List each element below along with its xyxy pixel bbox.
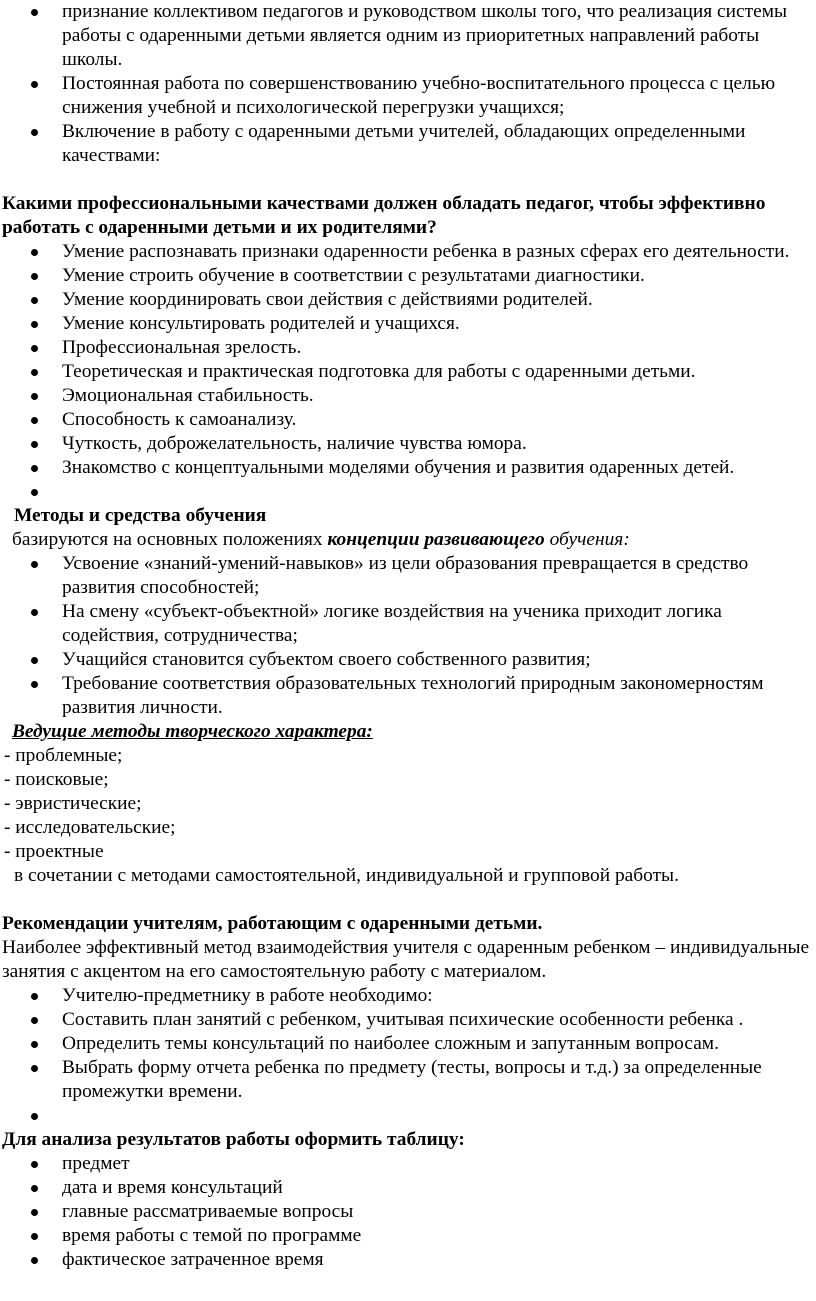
list-item: предмет (0, 1152, 816, 1176)
list-item: Выбрать форму отчета ребенка по предмету (тесты, вопросы и т.д.) за определенные промежутки времени. (0, 1056, 816, 1104)
bullet-icon (31, 393, 38, 400)
bullet-icon (31, 129, 38, 136)
list-item: Эмоциональная стабильность. (0, 384, 816, 408)
spacer (0, 168, 816, 192)
bullet-icon (31, 1209, 38, 1216)
list-item: - исследовательские; (4, 817, 176, 838)
bullet-icon (31, 993, 38, 1000)
bullet-icon (31, 609, 38, 616)
list-item: Включение в работу с одаренными детьми учителей, обладающих определенными качествами: (0, 120, 816, 168)
bullet-icon (31, 9, 38, 16)
list-item: Умение строить обучение в соответствии с результатами диагностики. (0, 264, 816, 288)
list-item: - эвристические; (4, 793, 142, 814)
list-item: Составить план занятий с ребенком, учитывая психические особенности ребенка . (0, 1008, 816, 1032)
list-item: Способность к самоанализу. (0, 408, 816, 432)
list-item: Умение распознавать признаки одаренности ребенка в разных сферах его деятельности. (0, 240, 816, 264)
bullet-icon (31, 249, 38, 256)
bullet-icon (31, 1233, 38, 1240)
methods-basis: базируются на основных положениях концепции развивающего обучения: (12, 529, 630, 550)
list-recommendations (0, 984, 816, 1128)
list-item: Требование соответствия образовательных технологий природным закономерностям развития личности. (0, 672, 816, 720)
bullet-icon (31, 321, 38, 328)
list-school-conditions (0, 0, 816, 168)
list-item: Определить темы консультаций по наиболее сложным и запутанным вопросам. (0, 1032, 816, 1056)
list-item: фактическое затраченное время (0, 1248, 816, 1272)
bullet-icon (31, 297, 38, 304)
bullet-icon (31, 561, 38, 568)
bullet-icon (31, 369, 38, 376)
heading-teacher-qualities: Какими профессиональными качествами должен обладать педагог, чтобы эффективно работать с одаренными детьми и их родителями? (2, 193, 766, 238)
bullet-icon (31, 1017, 38, 1024)
list-item: Учителю-предметнику в работе необходимо: (0, 984, 816, 1008)
list-item: Знакомство с концептуальными моделями обучения и развития одаренных детей. (0, 456, 816, 480)
dash-list (0, 744, 816, 864)
list-table-columns (0, 1152, 816, 1272)
list-item: признание коллективом педагогов и руководством школы того, что реализация системы работы с одаренными детьми является одним из приоритетных направлений работы школы. (0, 0, 816, 72)
list-item: Теоретическая и практическая подготовка для работы с одаренными детьми. (0, 360, 816, 384)
bullet-icon (31, 417, 38, 424)
list-item: Чуткость, доброжелательность, наличие чувства юмора. (0, 432, 816, 456)
list-item: дата и время консультаций (0, 1176, 816, 1200)
bullet-icon (31, 441, 38, 448)
heading-creative-methods: Ведущие методы творческого характера: (12, 721, 373, 742)
list-item: - проектные (4, 841, 104, 862)
empty-list-item (0, 1104, 816, 1128)
bullet-icon (31, 345, 38, 352)
bullet-icon (31, 1257, 38, 1264)
bullet-icon (31, 1161, 38, 1168)
list-item: Умение координировать свои действия с действиями родителей. (0, 288, 816, 312)
list-item: главные рассматриваемые вопросы (0, 1200, 816, 1224)
heading-methods: Методы и средства обучения (14, 505, 267, 526)
list-item: Профессиональная зрелость. (0, 336, 816, 360)
heading-recommendations: Рекомендации учителям, работающим с одаренными детьми. (2, 913, 543, 934)
list-item: - поисковые; (4, 769, 109, 790)
list-item: - проблемные; (4, 745, 123, 766)
list-item: Учащийся становится субъектом своего собственного развития; (0, 648, 816, 672)
bullet-icon (31, 681, 38, 688)
list-methods-basis (0, 552, 816, 720)
bullet-icon (31, 1065, 38, 1072)
spacer (0, 888, 816, 912)
empty-list-item (0, 480, 816, 504)
heading-analysis-table: Для анализа результатов работы оформить таблицу: (2, 1129, 465, 1150)
list-item: Усвоение «знаний-умений-навыков» из цели образования превращается в средство развития способностей; (0, 552, 816, 600)
bullet-icon (31, 273, 38, 280)
bullet-icon (31, 1113, 38, 1120)
list-teacher-qualities (0, 240, 816, 504)
list-item: Умение консультировать родителей и учащихся. (0, 312, 816, 336)
bullet-icon (31, 1185, 38, 1192)
list-item: На смену «субъект-объектной» логике воздействия на ученика приходит логика содействия, сотрудничества; (0, 600, 816, 648)
bullet-icon (31, 489, 38, 496)
recommendations-paragraph: Наиболее эффективный метод взаимодействия учителя с одаренным ребенком – индивидуальные занятия с акцентом на его самостоятельную работу с материалом. (2, 937, 810, 982)
methods-combination: в сочетании с методами самостоятельной, индивидуальной и групповой работы. (14, 865, 679, 886)
bullet-icon (31, 81, 38, 88)
list-item: время работы с темой по программе (0, 1224, 816, 1248)
bullet-icon (31, 657, 38, 664)
bullet-icon (31, 465, 38, 472)
list-item: Постоянная работа по совершенствованию учебно-воспитательного процесса с целью снижения учебной и психологической перегрузки учащихся; (0, 72, 816, 120)
bullet-icon (31, 1041, 38, 1048)
